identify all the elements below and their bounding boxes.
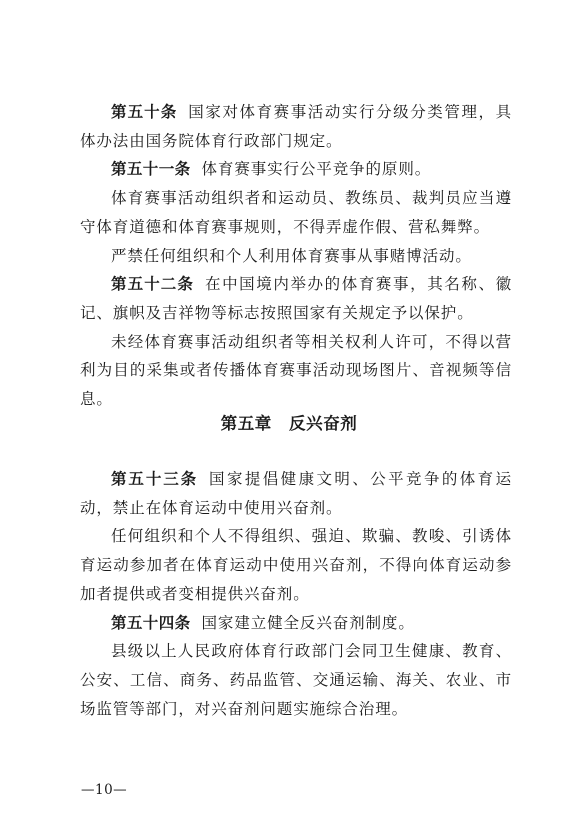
article-text: 体育赛事实行公平竞争的原则。: [201, 160, 432, 179]
article-54: [80, 609, 512, 638]
article-number: 第五十一条: [111, 160, 191, 179]
article-text: 国家提倡健康文明、公平竞争的体育运动，禁止在体育运动中使用兴奋剂。: [80, 470, 512, 517]
article-number: 第五十三条: [111, 470, 199, 488]
article-51: [80, 155, 512, 184]
article-number: 第五十二条: [111, 275, 194, 294]
chapter-heading: 第五章 反兴奋剂: [220, 414, 358, 433]
article-number: 第五十条: [111, 103, 178, 121]
articles-section-top: [80, 98, 512, 414]
article-number: 第五十四条: [111, 613, 191, 632]
page-number: —10—: [81, 782, 128, 798]
article-54-paragraph-2: 县级以上人民政府体育行政部门会同卫生健康、教育、公安、工信、商务、药品监管、交通运输、海关、农业、市场监管等部门，对兴奋剂问题实施综合治理。: [80, 642, 512, 718]
article-51-paragraph-2: 体育赛事活动组织者和运动员、教练员、裁判员应当遵守体育道德和体育赛事规则，不得弄虚作假、营私舞弊。: [80, 189, 512, 236]
articles-section-bottom: [80, 465, 512, 723]
article-52-paragraph-2: 未经体育赛事活动组织者等相关权利人许可，不得以营利为目的采集或者传播体育赛事活动现场图片、音视频等信息。: [80, 332, 512, 409]
article-51-paragraph-3: 严禁任何组织和个人利用体育赛事从事赌博活动。: [111, 246, 472, 265]
article-text: 国家对体育赛事活动实行分级分类管理，具体办法由国务院体育行政部门规定。: [80, 103, 512, 150]
article-52: [80, 270, 512, 327]
article-53-paragraph-2: 任何组织和个人不得组织、强迫、欺骗、教唆、引诱体育运动参加者在体育运动中使用兴奋剂，不得向体育运动参加者提供或者变相提供兴奋剂。: [80, 527, 512, 603]
article-50: [80, 98, 512, 155]
article-text: 在中国境内举办的体育赛事，其名称、徽记、旗帜及吉祥物等标志按照国家有关规定予以保护。: [80, 275, 512, 322]
article-53: [80, 465, 512, 522]
article-text: 国家建立健全反兴奋剂制度。: [201, 613, 415, 632]
